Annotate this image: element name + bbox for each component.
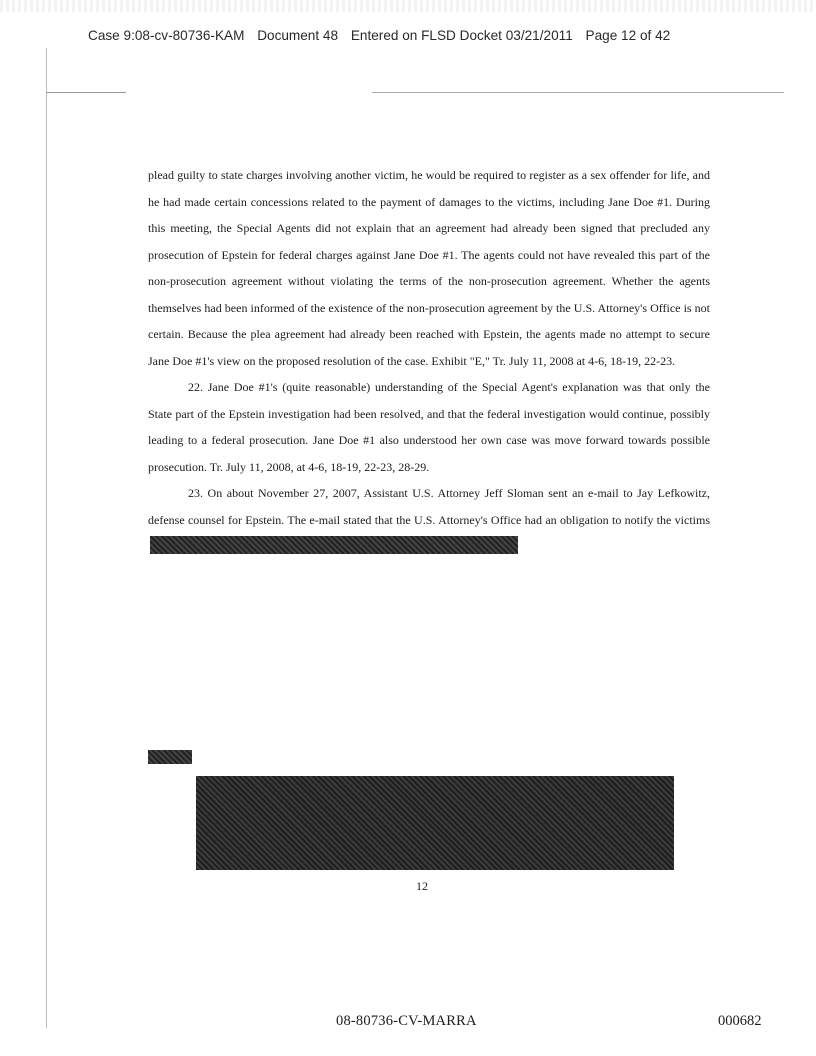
page-of: Page 12 of 42 (585, 28, 671, 43)
page-number: 12 (416, 879, 428, 893)
body-text (148, 162, 710, 560)
paragraph-continued: plead guilty to state charges involving another victim, he would be required to register as a sex offender for life, and he had made certain concessions related to the payment of damages to the victims, including Jane Doe #1. During this meeting, the Special Agents did not explain that an agreement had already been signed that precluded any prosecution of Epstein for federal charges against Jane Doe #1. The agents could not have revealed this part of the non-prosecution agreement without violating the terms of the non-prosecution agreement. Whether the agents themselves had been informed of the existence of the non-prosecution agreement by the U.S. Attorney's Office is not certain. Because the plea agreement had already been reached with Epstein, the agents made no attempt to secure Jane Doe #1's view on the proposed resolution of the case. Exhibit "E," Tr. July 11, 2008 at 4-6, 18-19, 22-23. (148, 168, 710, 368)
document-number: Document 48 (257, 28, 339, 43)
docket-header (88, 28, 788, 43)
scan-artifact (0, 0, 816, 12)
paragraph-22: 22. Jane Doe #1's (quite reasonable) understanding of the Special Agent's explanation was that only the State part of the Epstein investigation had been resolved, and that the federal investigation would continue, possibly leading to a federal prosecution. Jane Doe #1 also understood her own case was move forward towards possible prosecution. Tr. July 11, 2008, at 4-6, 18-19, 22-23, 28-29. (148, 380, 710, 474)
bates-number: 000682 (718, 1013, 762, 1029)
bates-label: 08-80736-CV-MARRA (336, 1013, 477, 1029)
header-rule (46, 92, 126, 93)
header-rule (372, 92, 784, 93)
margin-line (46, 48, 47, 1028)
redaction-bar (150, 536, 518, 554)
redaction-bar (148, 750, 192, 764)
docket-entry: Entered on FLSD Docket 03/21/2011 (350, 28, 573, 43)
paragraph-23: 23. On about November 27, 2007, Assistant U.S. Attorney Jeff Sloman sent an e-mail to Jay Lefkowitz, defense counsel for Epstein. The e-mail stated that the U.S. Attorney's Office had an obligation to notify the victims (148, 480, 710, 560)
case-number: Case 9:08-cv-80736-KAM (88, 28, 245, 43)
redaction-block (196, 776, 674, 870)
